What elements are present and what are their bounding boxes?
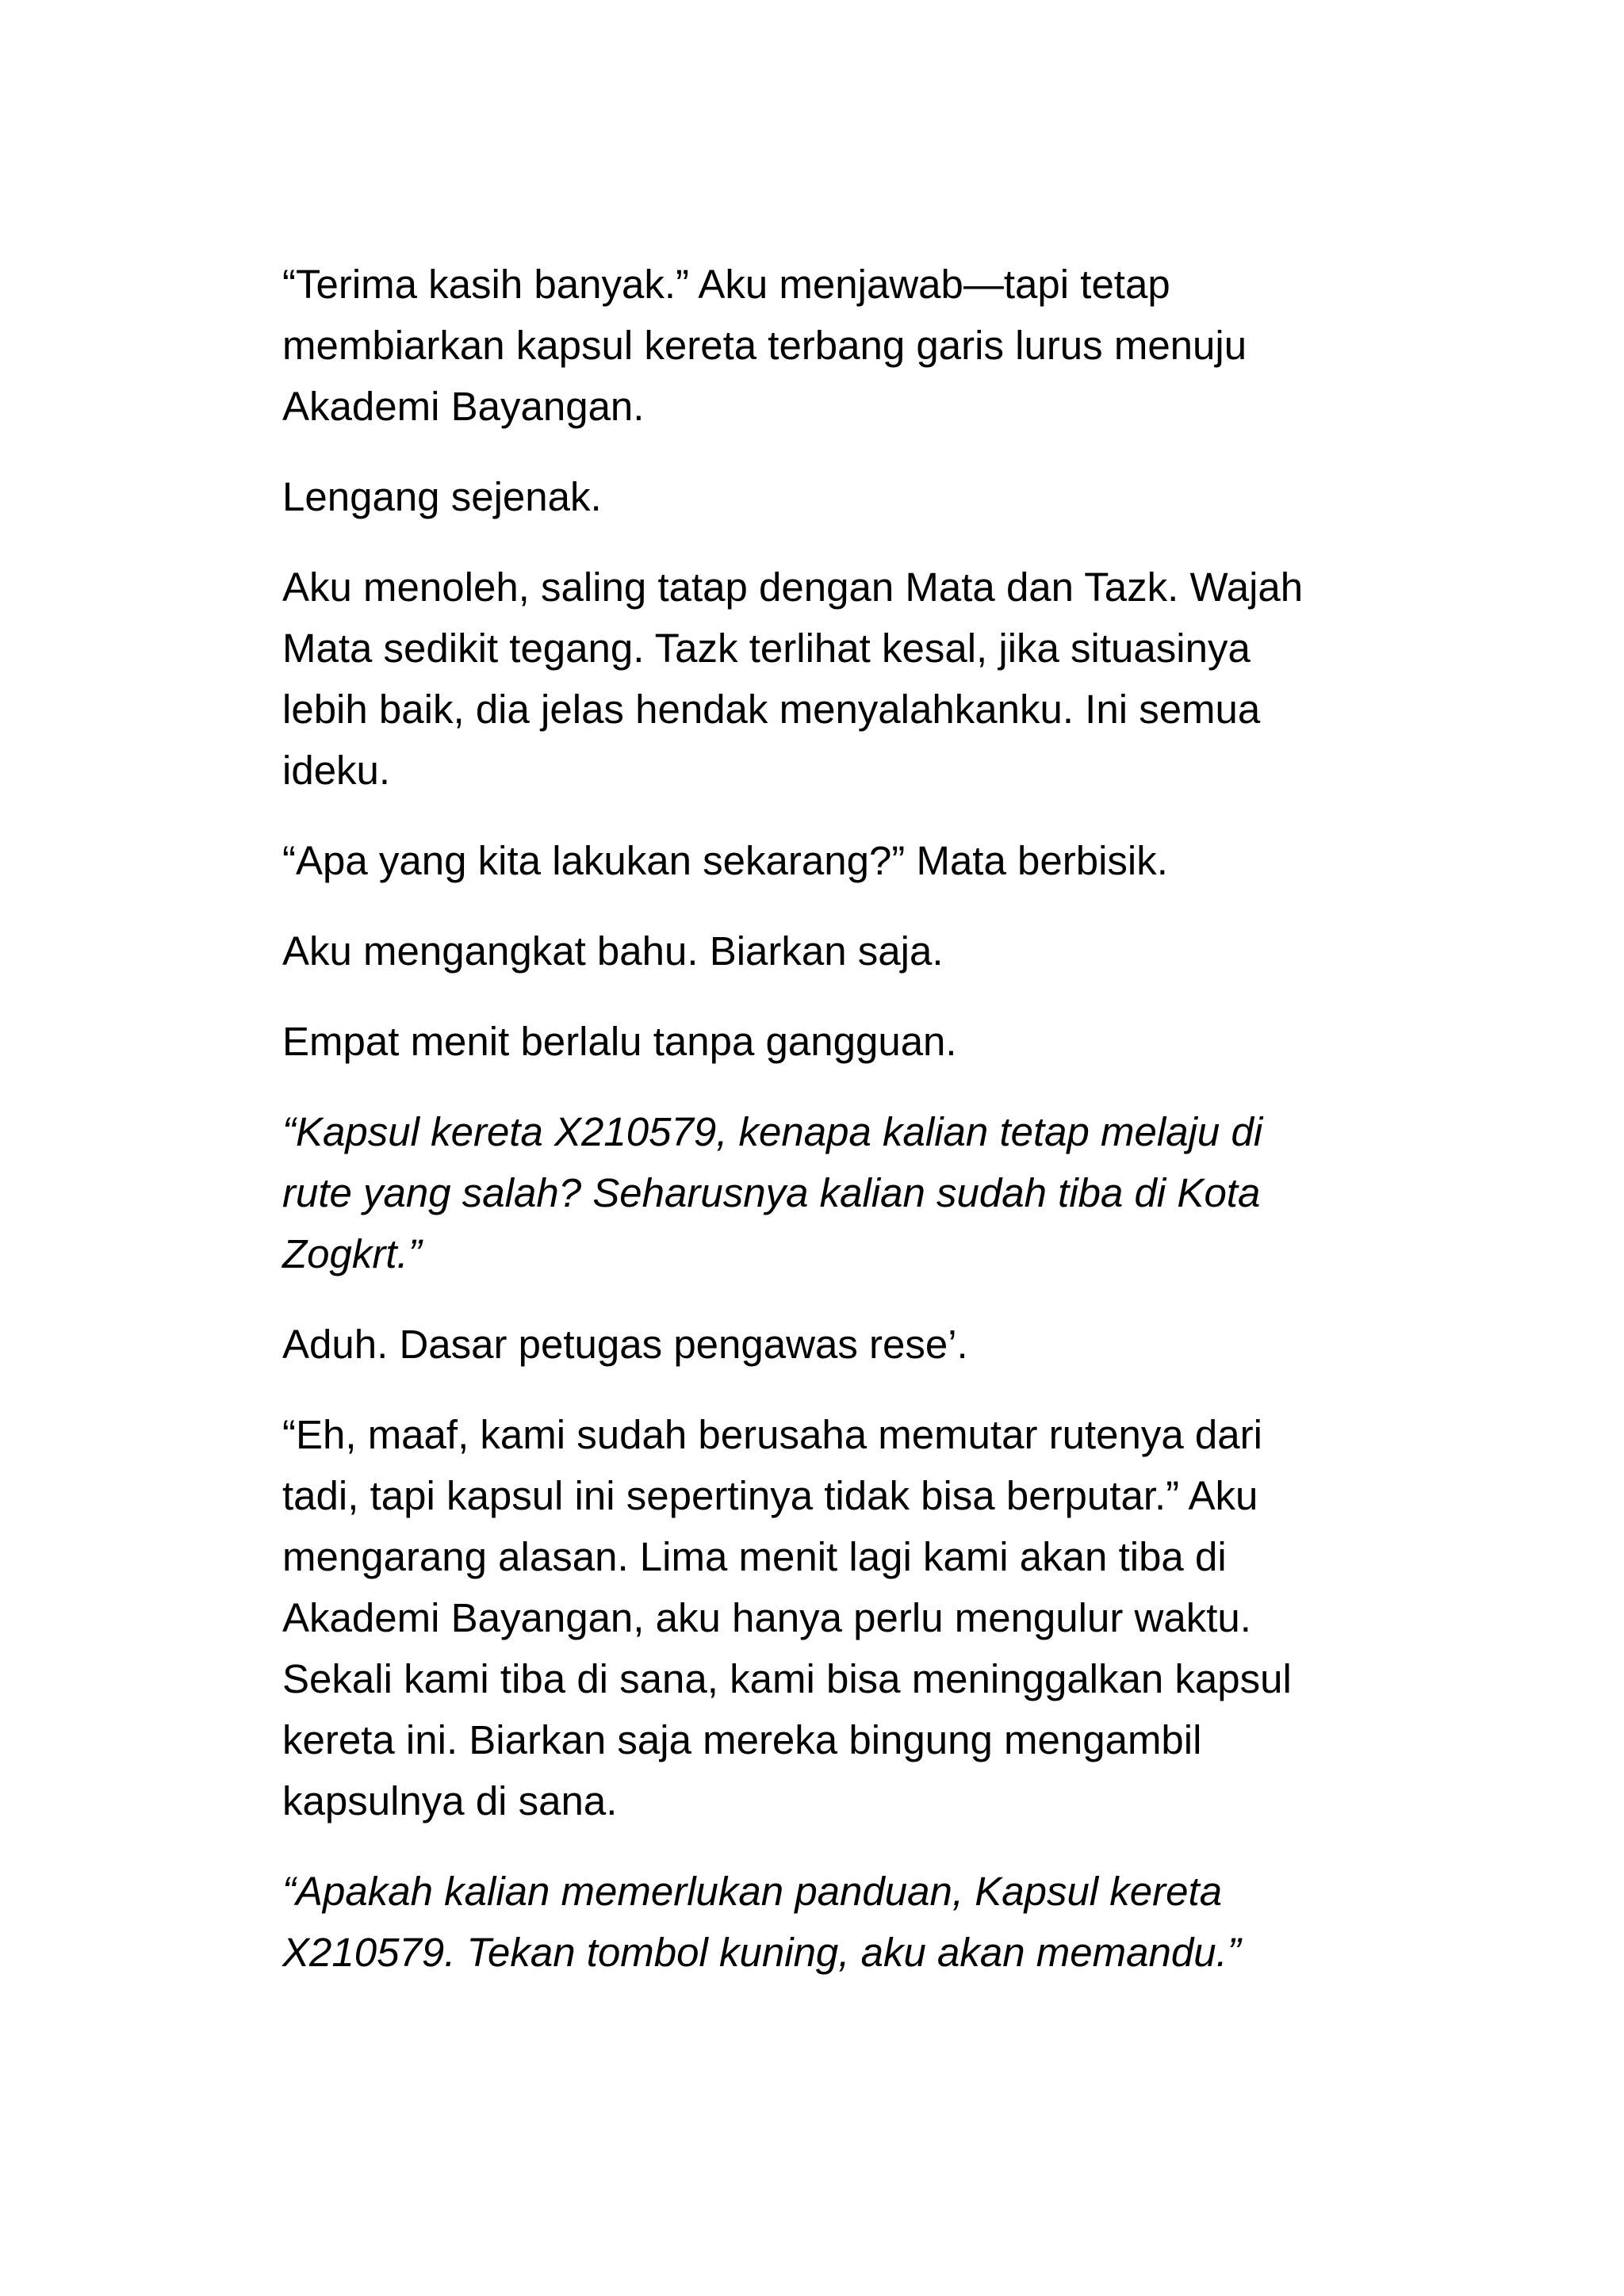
text-line: X210579. Tekan tombol kuning, aku akan memandu.”	[282, 1930, 1241, 1975]
text-line: Aduh. Dasar petugas pengawas rese’.	[282, 1322, 968, 1367]
text-line: Akademi Bayangan.	[282, 384, 645, 429]
text-line: Lengang sejenak.	[282, 474, 602, 519]
paragraph	[282, 557, 1358, 801]
text-line: “Apa yang kita lakukan sekarang?” Mata berbisik.	[282, 838, 1168, 883]
text-line: lebih baik, dia jelas hendak menyalahkanku. Ini semua	[282, 687, 1261, 732]
paragraph	[282, 466, 1358, 527]
text-line: “Apakah kalian memerlukan panduan, Kapsul kereta	[282, 1869, 1223, 1914]
story-text	[282, 254, 1358, 2012]
paragraph	[282, 1404, 1358, 1831]
text-line: “Eh, maaf, kami sudah berusaha memutar rutenya dari	[282, 1412, 1262, 1457]
italic-paragraph	[282, 1101, 1358, 1284]
text-line: Akademi Bayangan, aku hanya perlu mengulur waktu.	[282, 1595, 1251, 1640]
text-line: kapsulnya di sana.	[282, 1778, 618, 1823]
text-line: kereta ini. Biarkan saja mereka bingung mengambil	[282, 1717, 1202, 1762]
text-line: “Terima kasih banyak.” Aku menjawab—tapi tetap	[282, 262, 1170, 307]
text-line: mengarang alasan. Lima menit lagi kami akan tiba di	[282, 1534, 1227, 1579]
text-line: membiarkan kapsul kereta terbang garis lurus menuju	[282, 323, 1247, 368]
text-line: rute yang salah? Seharusnya kalian sudah tiba di Kota	[282, 1170, 1261, 1215]
text-line: Mata sedikit tegang. Tazk terlihat kesal, jika situasinya	[282, 626, 1251, 671]
text-line: Zogkrt.”	[282, 1231, 422, 1276]
text-line: Aku mengangkat bahu. Biarkan saja.	[282, 928, 944, 974]
text-line: ideku.	[282, 748, 391, 793]
text-line: Empat menit berlalu tanpa gangguan.	[282, 1019, 957, 1064]
text-line: Sekali kami tiba di sana, kami bisa meninggalkan kapsul	[282, 1656, 1292, 1701]
text-line: tadi, tapi kapsul ini sepertinya tidak bisa berputar.” Aku	[282, 1473, 1258, 1518]
italic-paragraph	[282, 1861, 1358, 1983]
paragraph	[282, 1011, 1358, 1072]
text-line: “Kapsul kereta X210579, kenapa kalian tetap melaju di	[282, 1109, 1263, 1154]
paragraph	[282, 830, 1358, 891]
paragraph	[282, 1314, 1358, 1375]
paragraph	[282, 254, 1358, 437]
paragraph	[282, 920, 1358, 982]
text-line: Aku menoleh, saling tatap dengan Mata dan Tazk. Wajah	[282, 564, 1304, 610]
